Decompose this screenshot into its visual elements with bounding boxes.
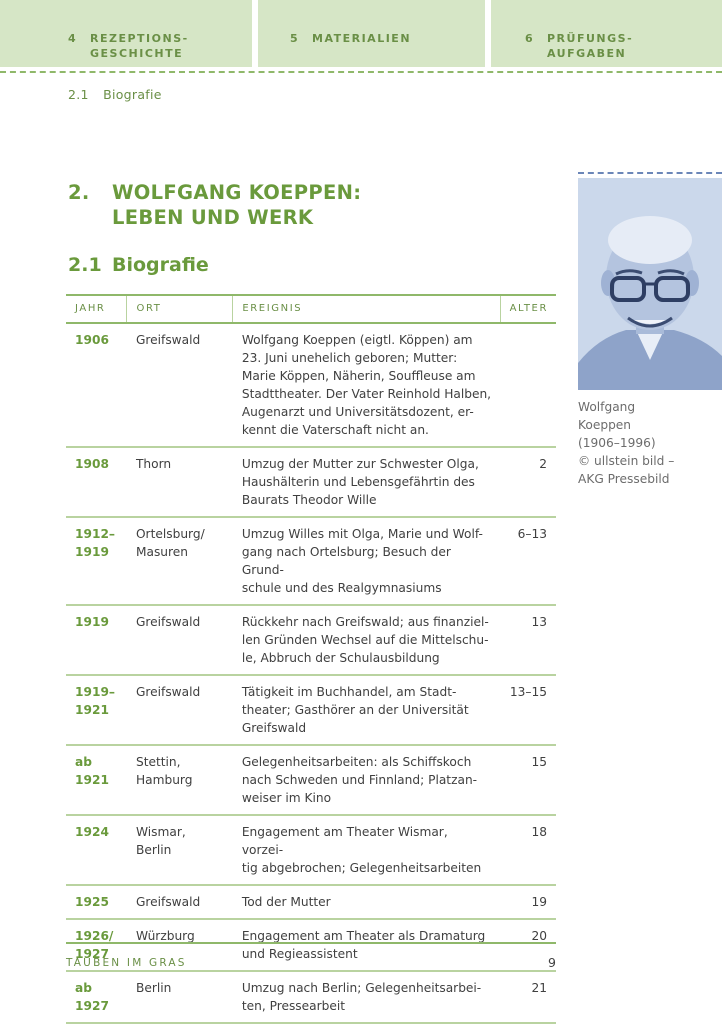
- column-header-place: ORT: [127, 295, 233, 323]
- tab-label: REZEPTIONS- GESCHICHTE: [90, 32, 189, 60]
- section-heading: [68, 254, 209, 276]
- tab-number: 6: [525, 32, 535, 45]
- cell-year: 1906: [66, 323, 127, 447]
- tab-rezeptionsgeschichte[interactable]: [0, 0, 252, 67]
- cell-place: Berlin: [127, 971, 233, 1023]
- cell-place: Thorn: [127, 447, 233, 517]
- chapter-nav-tabs: [0, 0, 722, 67]
- tab-number: 5: [290, 32, 300, 45]
- table-header-row: [66, 295, 556, 323]
- table-row: [66, 745, 556, 815]
- cell-place: Wismar, Berlin: [127, 815, 233, 885]
- photo-caption: Wolfgang Koeppen (1906–1996) © ullstein bild – AKG Pressebild: [578, 400, 675, 486]
- biography-table: [66, 294, 556, 1024]
- cell-year: 1924: [66, 815, 127, 885]
- running-header-title: Biografie: [103, 87, 162, 102]
- cell-event: Engagement am Theater Wismar, vorzei- tig abgebrochen; Gelegenheitsarbeiten: [233, 815, 500, 885]
- portrait-photo: [578, 178, 722, 390]
- page-number: 9: [548, 955, 556, 970]
- table-row: [66, 323, 556, 447]
- cell-event: Gelegenheitsarbeiten: als Schiffskoch nach Schweden und Finnland; Platzan- weiser im Kino: [233, 745, 500, 815]
- table-body: [66, 323, 556, 1023]
- table-row: [66, 815, 556, 885]
- cell-year: 1908: [66, 447, 127, 517]
- column-header-age: ALTER: [500, 295, 556, 323]
- chapter-number: 2.: [68, 181, 90, 204]
- cell-year: ab 1927: [66, 971, 127, 1023]
- section-number: 2.1: [68, 254, 102, 276]
- cell-age: 6–13: [500, 517, 556, 605]
- tab-label: MATERIALIEN: [312, 32, 412, 45]
- cell-age: 2: [500, 447, 556, 517]
- cell-age: 18: [500, 815, 556, 885]
- cell-year: 1919: [66, 605, 127, 675]
- cell-event: Engagement am Theater als Dramaturg und Regieassistent: [233, 919, 500, 971]
- table-row: [66, 447, 556, 517]
- section-title: Biografie: [112, 254, 209, 276]
- cell-age: 19: [500, 885, 556, 919]
- tab-pruefungsaufgaben[interactable]: [491, 0, 722, 67]
- cell-age: 13–15: [500, 675, 556, 745]
- table-row: [66, 517, 556, 605]
- cell-age: 20: [500, 919, 556, 971]
- cell-age: [500, 323, 556, 447]
- cell-place: Greifswald: [127, 605, 233, 675]
- chapter-title: WOLFGANG KOEPPEN: LEBEN UND WERK: [112, 181, 362, 229]
- cell-event: Wolfgang Koeppen (eigtl. Köppen) am 23. Juni unehelich geboren; Mutter: Marie Köppen, Näherin, Souffleuse am Stadttheater. Der Vater Reinhold Halben, Augenarzt und Universitätsdozent, er- kennt die Vaterschaft nicht an.: [233, 323, 500, 447]
- cell-event: Tod der Mutter: [233, 885, 500, 919]
- cell-place: Ortelsburg/ Masuren: [127, 517, 233, 605]
- cell-year: 1912– 1919: [66, 517, 127, 605]
- column-header-event: EREIGNIS: [233, 295, 500, 323]
- tab-number: 4: [68, 32, 78, 45]
- cell-event: Rückkehr nach Greifswald; aus finanziel- len Gründen Wechsel auf die Mittelschu- le, Abbruch der Schulausbildung: [233, 605, 500, 675]
- table-row: [66, 675, 556, 745]
- cell-age: 21: [500, 971, 556, 1023]
- cell-event: Umzug der Mutter zur Schwester Olga, Haushälterin und Lebensgefährtin des Baurats Theodor Wille: [233, 447, 500, 517]
- cell-event: Umzug nach Berlin; Gelegenheitsarbei- ten, Pressearbeit: [233, 971, 500, 1023]
- cell-event: Tätigkeit im Buchhandel, am Stadt- theater; Gasthörer an der Universität Greifswald: [233, 675, 500, 745]
- photo-dashed-divider: [578, 172, 722, 174]
- running-header-number: 2.1: [68, 87, 89, 102]
- header-dashed-divider: [0, 71, 722, 73]
- cell-year: 1925: [66, 885, 127, 919]
- chapter-heading: [68, 180, 361, 230]
- cell-age: 13: [500, 605, 556, 675]
- cell-event: Umzug Willes mit Olga, Marie und Wolf- gang nach Ortelsburg; Besuch der Grund- schule und des Realgymnasiums: [233, 517, 500, 605]
- column-header-year: JAHR: [66, 295, 127, 323]
- cell-year: 1926/ 1927: [66, 919, 127, 971]
- running-header: [68, 87, 162, 102]
- footer-book-title: TAUBEN IM GRAS: [66, 957, 187, 969]
- table-row: [66, 971, 556, 1023]
- cell-age: 15: [500, 745, 556, 815]
- table-row: [66, 885, 556, 919]
- cell-year: ab 1921: [66, 745, 127, 815]
- tab-materialien[interactable]: [258, 0, 485, 67]
- cell-place: Stettin, Hamburg: [127, 745, 233, 815]
- tab-label: PRÜFUNGS- AUFGABEN: [547, 32, 634, 60]
- cell-place: Greifswald: [127, 885, 233, 919]
- cell-place: Greifswald: [127, 323, 233, 447]
- portrait-illustration: [578, 178, 722, 390]
- cell-year: 1919– 1921: [66, 675, 127, 745]
- cell-place: Würzburg: [127, 919, 233, 971]
- table-row: [66, 605, 556, 675]
- cell-place: Greifswald: [127, 675, 233, 745]
- footer-divider: [66, 942, 556, 944]
